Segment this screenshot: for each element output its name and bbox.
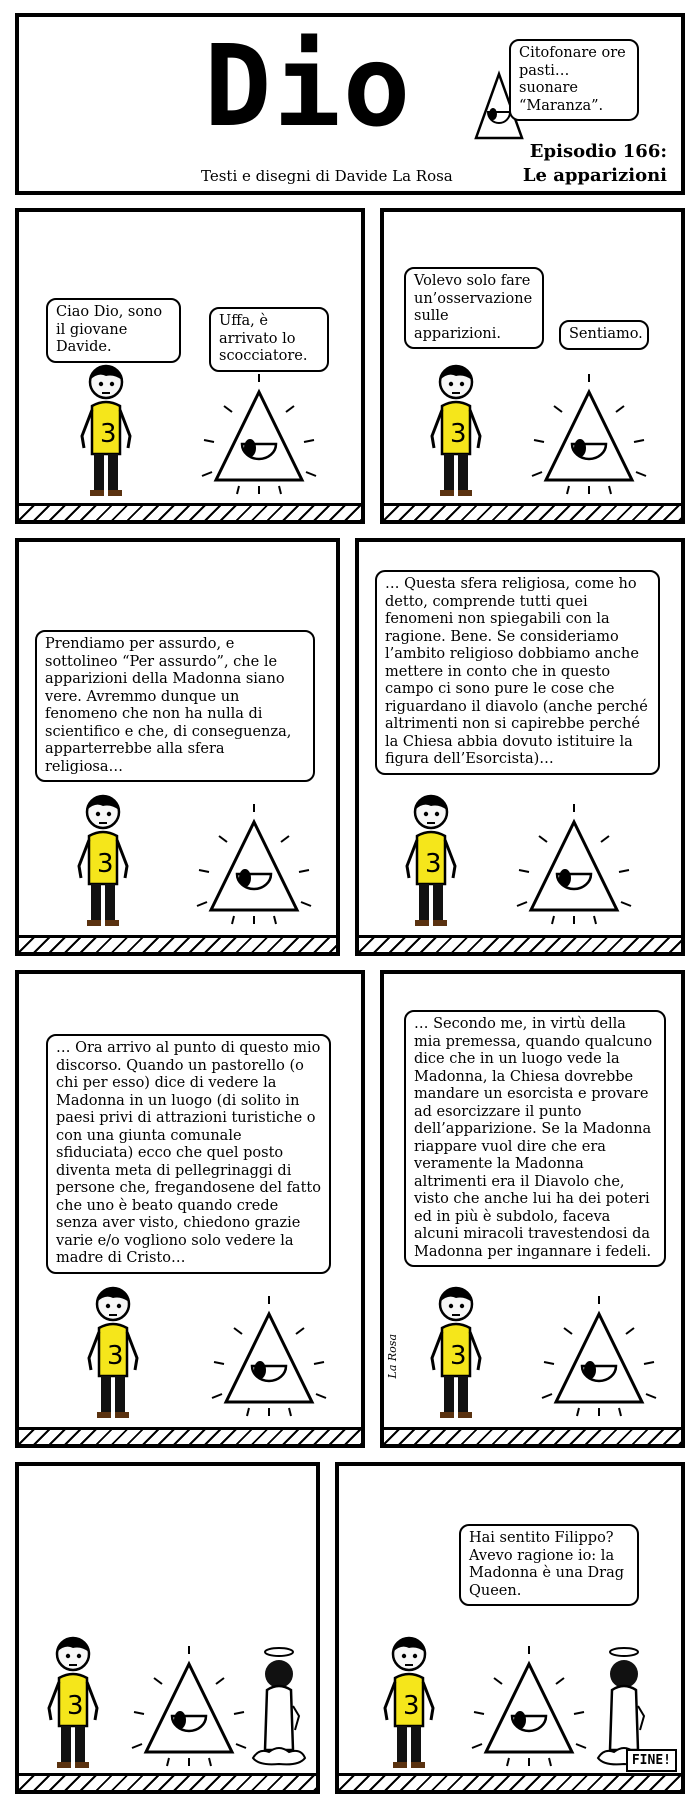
speech-bubble-davide [404, 1010, 666, 1267]
speech-bubble-davide [46, 1034, 331, 1274]
shirt-number: 3 [425, 849, 442, 879]
davide-character [424, 1284, 488, 1428]
davide-character [399, 792, 463, 936]
davide-character [377, 1634, 441, 1778]
episode-number: Episodio 166: [529, 141, 667, 162]
davide-character [41, 1634, 105, 1778]
shirt-number: 3 [67, 1691, 84, 1721]
tagline-text: Citofonare ore pasti… suonare “Maranza”. [519, 45, 626, 114]
floor [359, 935, 681, 952]
davide-drawing [424, 1284, 488, 1424]
bubble-text: Ciao Dio, sono il giovane Davide. [56, 304, 163, 355]
god-triangle [519, 812, 629, 926]
god-triangle [204, 382, 314, 496]
god-triangle [134, 1654, 244, 1768]
episode-title [523, 140, 667, 188]
header-panel [15, 13, 685, 195]
bubble-text: Prendiamo per assurdo, e sottolineo “Per assurdo”, che le apparizioni della Madonna siano vere. Avremmo dunque un fenomeno che non ha nulla di scientifico e che, di conseguenza, apparterrebbe alla sfera religiosa… [45, 636, 292, 775]
floor [384, 1427, 681, 1444]
floor [384, 503, 681, 520]
bubble-text: … Ora arrivo al punto di questo mio discorso. Quando un pastorello (o chi per esso) dice di vedere la Madonna in un luogo (di solito in paesi privi di attrazioni turistiche o con una giunta comunale sfiduciata) ecco che quel posto diventa meta di pellegrinaggi di persone che, fregandosene del fatto che uno è beato quando crede senza aver visto, chiedono grazie varie e/o vogliono solo vedere la madre di Cristo… [56, 1040, 321, 1266]
panel-7 [15, 1462, 320, 1794]
speech-bubble-davide [35, 630, 315, 782]
angel-filippo [249, 1646, 309, 1790]
god-triangle [534, 382, 644, 496]
bubble-text: Volevo solo fare un’osservazione sulle apparizioni. [414, 273, 533, 342]
davide-drawing [377, 1634, 441, 1774]
davide-drawing [81, 1284, 145, 1424]
bubble-text: Sentiamo. [569, 326, 643, 342]
floor [19, 503, 361, 520]
god-triangle-icon [199, 812, 309, 922]
davide-character [74, 362, 138, 506]
speech-bubble-god [559, 320, 649, 350]
god-triangle [199, 812, 309, 926]
shirt-number: 3 [100, 419, 117, 449]
floor [19, 1773, 316, 1790]
episode-name: Le apparizioni [522, 165, 667, 186]
floor [19, 1427, 361, 1444]
bubble-text: … Secondo me, in virtù della mia premessa, quando qualcuno dice che in un luogo vede la Madonna, la Chiesa dovrebbe mandare un esorcista e provare ad esorcizzare il punto dell’apparizione. Se la Madonna riappare vuol dire che era veramente la Madonna altrimenti era il Diavolo che, visto che anche lui ha dei poteri ed in più è subdolo, faceva alcuni miracoli travestendosi da Madonna per ingannare i fedeli. [414, 1016, 653, 1260]
davide-drawing [424, 362, 488, 502]
davide-character [81, 1284, 145, 1428]
panel-4 [355, 538, 685, 956]
speech-bubble-davide [404, 267, 544, 349]
god-triangle-icon [134, 1654, 244, 1764]
shirt-number: 3 [107, 1341, 124, 1371]
panel-1 [15, 208, 365, 524]
bubble-text: … Questa sfera religiosa, come ho detto, comprende tutti quei fenomeni non spiegabili con la ragione. Bene. Se consideriamo l’ambito religioso dobbiamo anche mettere in conto che in questo campo ci sono pure le cose che riguardano il diavolo (anche perché altrimenti non si capirebbe perché la Chiesa abbia dovuto istituire la figura dell’Esorcista)… [385, 576, 648, 767]
god-triangle [474, 1654, 584, 1768]
god-triangle-icon [214, 1304, 324, 1414]
shirt-number: 3 [450, 1341, 467, 1371]
comic-logo: Dio [204, 22, 413, 152]
speech-bubble-davide [375, 570, 660, 775]
god-triangle-icon [204, 382, 314, 492]
davide-character [424, 362, 488, 506]
shirt-number: 3 [97, 849, 114, 879]
speech-bubble-god [209, 307, 329, 372]
end-sign: FINE! [626, 1749, 677, 1772]
angel-drawing [249, 1646, 309, 1786]
shirt-number: 3 [450, 419, 467, 449]
god-triangle-icon [474, 1654, 584, 1764]
davide-character [71, 792, 135, 936]
credits: Testi e disegni di Davide La Rosa [201, 167, 453, 185]
davide-drawing [41, 1634, 105, 1774]
floor [339, 1773, 681, 1790]
panel-8 [335, 1462, 685, 1794]
god-triangle [544, 1304, 654, 1418]
god-triangle [214, 1304, 324, 1418]
davide-drawing [399, 792, 463, 932]
artist-signature: La Rosa [386, 1334, 399, 1379]
shirt-number: 3 [403, 1691, 420, 1721]
bubble-text: Uffa, è arrivato lo scocciatore. [219, 313, 308, 364]
panel-3 [15, 538, 340, 956]
god-triangle-icon [519, 812, 629, 922]
floor [19, 935, 336, 952]
davide-drawing [71, 792, 135, 932]
speech-bubble-davide [46, 298, 181, 363]
speech-bubble-god [459, 1524, 639, 1606]
davide-drawing [74, 362, 138, 502]
panel-5 [15, 970, 365, 1448]
bubble-text: Hai sentito Filippo? Avevo ragione io: la Madonna è una Drag Queen. [469, 1530, 625, 1599]
panel-6 [380, 970, 685, 1448]
tagline-bubble [509, 39, 639, 121]
panel-2 [380, 208, 685, 524]
god-triangle-icon [534, 382, 644, 492]
god-triangle-icon [544, 1304, 654, 1414]
